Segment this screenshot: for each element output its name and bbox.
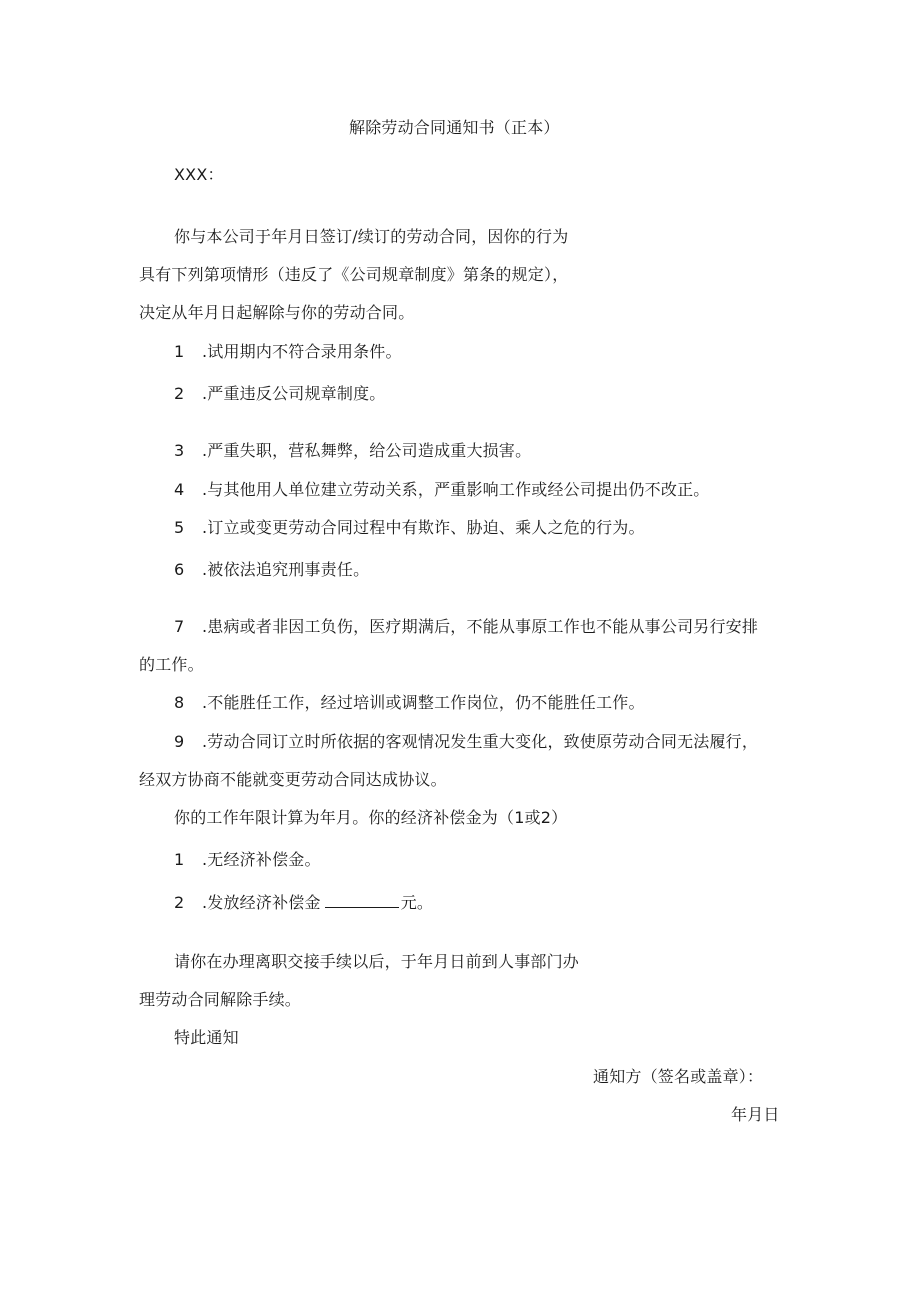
document-title: 解除劳动合同通知书（正本）: [349, 118, 560, 137]
reason-text: .试用期内不符合录用条件。: [202, 342, 402, 361]
reason-item-2: [174, 384, 386, 404]
closing-line-2: 理劳动合同解除手续。: [139, 990, 302, 1009]
compensation-suffix: ）: [551, 808, 568, 827]
reason-item-6: [174, 560, 369, 580]
reason-item-1: [174, 342, 402, 362]
compensation-statement: [174, 808, 567, 828]
addressee: XXX：: [174, 165, 224, 184]
notice-text: 特此通知: [174, 1028, 239, 1047]
reason-item-9-continuation: 经双方协商不能就变更劳动合同达成协议。: [139, 770, 447, 789]
reason-text: .与其他用人单位建立劳动关系，严重影响工作或经公司提出仍不改正。: [202, 480, 710, 499]
option-text: .发放经济补偿金: [202, 893, 321, 912]
reason-number: 2: [174, 384, 185, 403]
intro-line-2: 具有下列第项情形（违反了《公司规章制度》第条的规定），: [139, 265, 569, 284]
intro-line-1: 你与本公司于年月日签订/续订的劳动合同，因你的行为: [174, 227, 569, 246]
reason-text: .严重失职，营私舞弊，给公司造成重大损害。: [202, 441, 532, 460]
compensation-option-2: [174, 893, 433, 913]
compensation-choice: 1或2: [514, 808, 552, 827]
reason-item-7-continuation: 的工作。: [139, 655, 204, 674]
reason-text: .患病或者非因工负伤，医疗期满后，不能从事原工作也不能从事公司另行安排: [202, 617, 759, 636]
reason-number: 8: [174, 693, 185, 712]
option-text: .无经济补偿金。: [202, 850, 321, 869]
reason-text: .严重违反公司规章制度。: [202, 384, 386, 403]
option-number: 2: [174, 893, 185, 912]
amount-unit: 元。: [400, 893, 434, 912]
compensation-option-1: [174, 850, 321, 870]
reason-item-7: [174, 617, 758, 637]
reason-number: 4: [174, 480, 185, 499]
reason-text: .被依法追究刑事责任。: [202, 560, 370, 579]
reason-number: 3: [174, 441, 185, 460]
intro-line-3: 决定从年月日起解除与你的劳动合同。: [139, 303, 415, 322]
amount-blank: [325, 893, 399, 908]
option-number: 1: [174, 850, 185, 869]
reason-text: .劳动合同订立时所依据的客观情况发生重大变化，致使原劳动合同无法履行，: [202, 732, 759, 751]
reason-number: 5: [174, 518, 185, 537]
reason-number: 7: [174, 617, 185, 636]
closing-line-1: 请你在办理离职交接手续以后，于年月日前到人事部门办: [174, 952, 580, 971]
reason-item-4: [174, 480, 710, 500]
reason-text: .订立或变更劳动合同过程中有欺诈、胁迫、乘人之危的行为。: [202, 518, 645, 537]
reason-item-3: [174, 441, 531, 461]
reason-item-9: [174, 732, 758, 752]
reason-number: 6: [174, 560, 185, 579]
reason-number: 9: [174, 732, 185, 751]
compensation-prefix: 你的工作年限计算为年月。你的经济补偿金为（: [174, 808, 515, 827]
reason-number: 1: [174, 342, 185, 361]
reason-item-5: [174, 518, 645, 538]
signature-label: 通知方（签名或盖章）：: [593, 1067, 764, 1086]
reason-item-8: [174, 693, 645, 713]
date-label: 年月日: [731, 1105, 780, 1124]
reason-text: .不能胜任工作，经过培训或调整工作岗位，仍不能胜任工作。: [202, 693, 645, 712]
